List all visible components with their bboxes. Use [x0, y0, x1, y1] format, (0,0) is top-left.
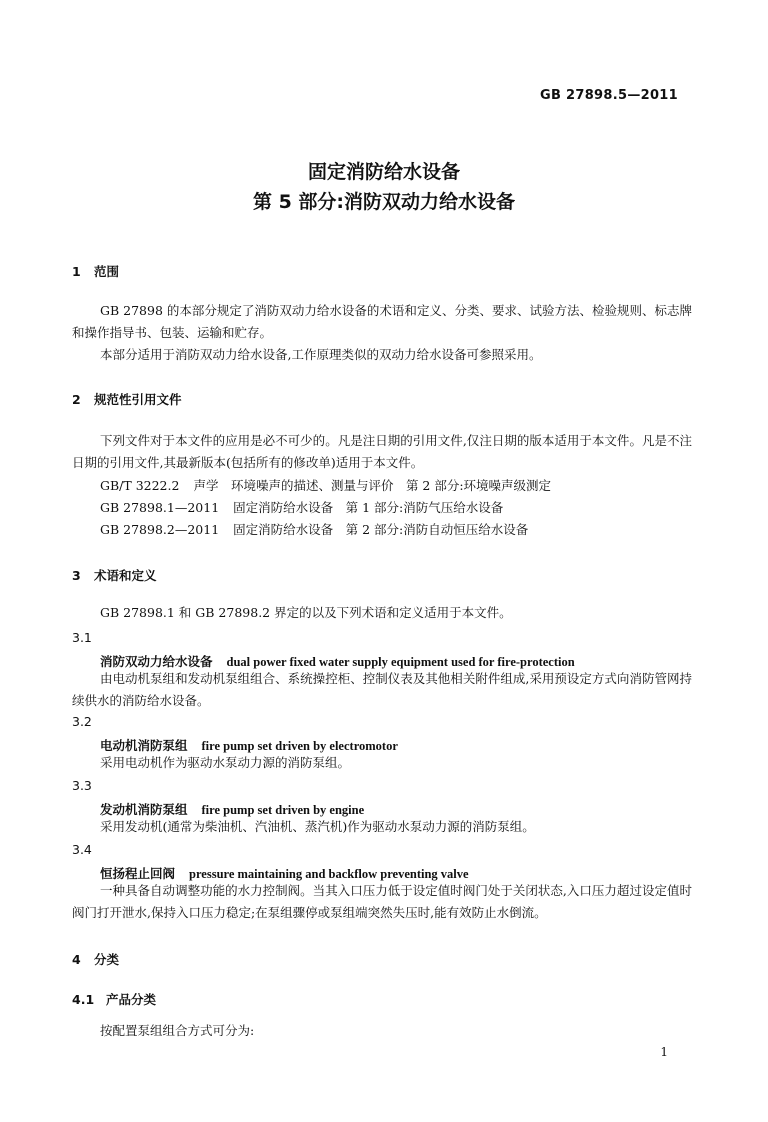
term-number: 3.2 — [72, 714, 92, 729]
section-3-paragraph-1: GB 27898.1 和 GB 27898.2 界定的以及下列术语和定义适用于本文件。 — [100, 605, 512, 620]
term-number: 3.4 — [72, 842, 92, 857]
term-en: fire pump set driven by engine — [201, 803, 365, 817]
term-zh: 发动机消防泵组 — [100, 802, 188, 817]
section-1-paragraph-2: 本部分适用于消防双动力给水设备,工作原理类似的双动力给水设备可参照采用。 — [100, 347, 542, 362]
term-number: 3.3 — [72, 778, 92, 793]
section-title: 术语和定义 — [94, 568, 157, 583]
section-1-heading — [72, 262, 119, 280]
section-number: 2 — [72, 392, 81, 407]
standard-number: GB 27898.5—2011 — [540, 88, 678, 103]
section-title: 范围 — [94, 264, 120, 279]
section-title: 规范性引用文件 — [94, 392, 182, 407]
section-number: 4.1 — [72, 992, 95, 1007]
term-definition: 采用电动机作为驱动水泵动力源的消防泵组。 — [100, 755, 351, 770]
section-2-heading — [72, 390, 182, 408]
section-4-heading — [72, 950, 119, 968]
document-title-line2: 第 5 部分:消防双动力给水设备 — [252, 191, 516, 213]
term-number: 3.1 — [72, 630, 92, 645]
term-en: fire pump set driven by electromotor — [201, 739, 398, 753]
reference-item: GB 27898.1—2011 固定消防给水设备 第 1 部分:消防气压给水设备 — [100, 500, 504, 515]
term-zh: 电动机消防泵组 — [100, 738, 188, 753]
section-number: 1 — [72, 264, 81, 279]
section-1-paragraph-1: GB 27898 的本部分规定了消防双动力给水设备的术语和定义、分类、要求、试验方法、检验规则、标志牌和操作指导书、包装、运输和贮存。 — [72, 303, 692, 340]
page-number: 1 — [660, 1045, 668, 1059]
term-definition: 一种具备自动调整功能的水力控制阀。当其入口压力低于设定值时阀门处于关闭状态,入口压力超过设定值时阀门打开泄水,保持入口压力稳定;在泵组骤停或泵组端突然失压时,能有效防止水倒流。 — [72, 883, 692, 920]
term-definition: 由电动机泵组和发动机泵组组合、系统操控柜、控制仪表及其他相关附件组成,采用预设定方式向消防管网持续供水的消防给水设备。 — [72, 671, 692, 708]
term-zh: 恒扬程止回阀 — [100, 866, 176, 881]
section-title: 分类 — [94, 952, 120, 967]
reference-item: GB/T 3222.2 声学 环境噪声的描述、测量与评价 第 2 部分:环境噪声级测定 — [100, 478, 552, 493]
term-en: dual power fixed water supply equipment used for fire-protection — [226, 655, 575, 669]
document-title-line1: 固定消防给水设备 — [307, 161, 460, 183]
section-4-1-paragraph-1: 按配置泵组组合方式可分为: — [100, 1023, 255, 1038]
section-4-1-heading — [72, 990, 156, 1008]
term-en: pressure maintaining and backflow preventing valve — [189, 867, 469, 881]
section-3-heading — [72, 566, 157, 584]
section-number: 4 — [72, 952, 81, 967]
term-zh: 消防双动力给水设备 — [100, 654, 213, 669]
section-number: 3 — [72, 568, 81, 583]
section-2-paragraph-1: 下列文件对于本文件的应用是必不可少的。凡是注日期的引用文件,仅注日期的版本适用于本文件。凡是不注日期的引用文件,其最新版本(包括所有的修改单)适用于本文件。 — [72, 433, 692, 470]
reference-item: GB 27898.2—2011 固定消防给水设备 第 2 部分:消防自动恒压给水设备 — [100, 522, 529, 537]
term-definition: 采用发动机(通常为柴油机、汽油机、蒸汽机)作为驱动水泵动力源的消防泵组。 — [100, 819, 535, 834]
section-title: 产品分类 — [106, 992, 157, 1007]
